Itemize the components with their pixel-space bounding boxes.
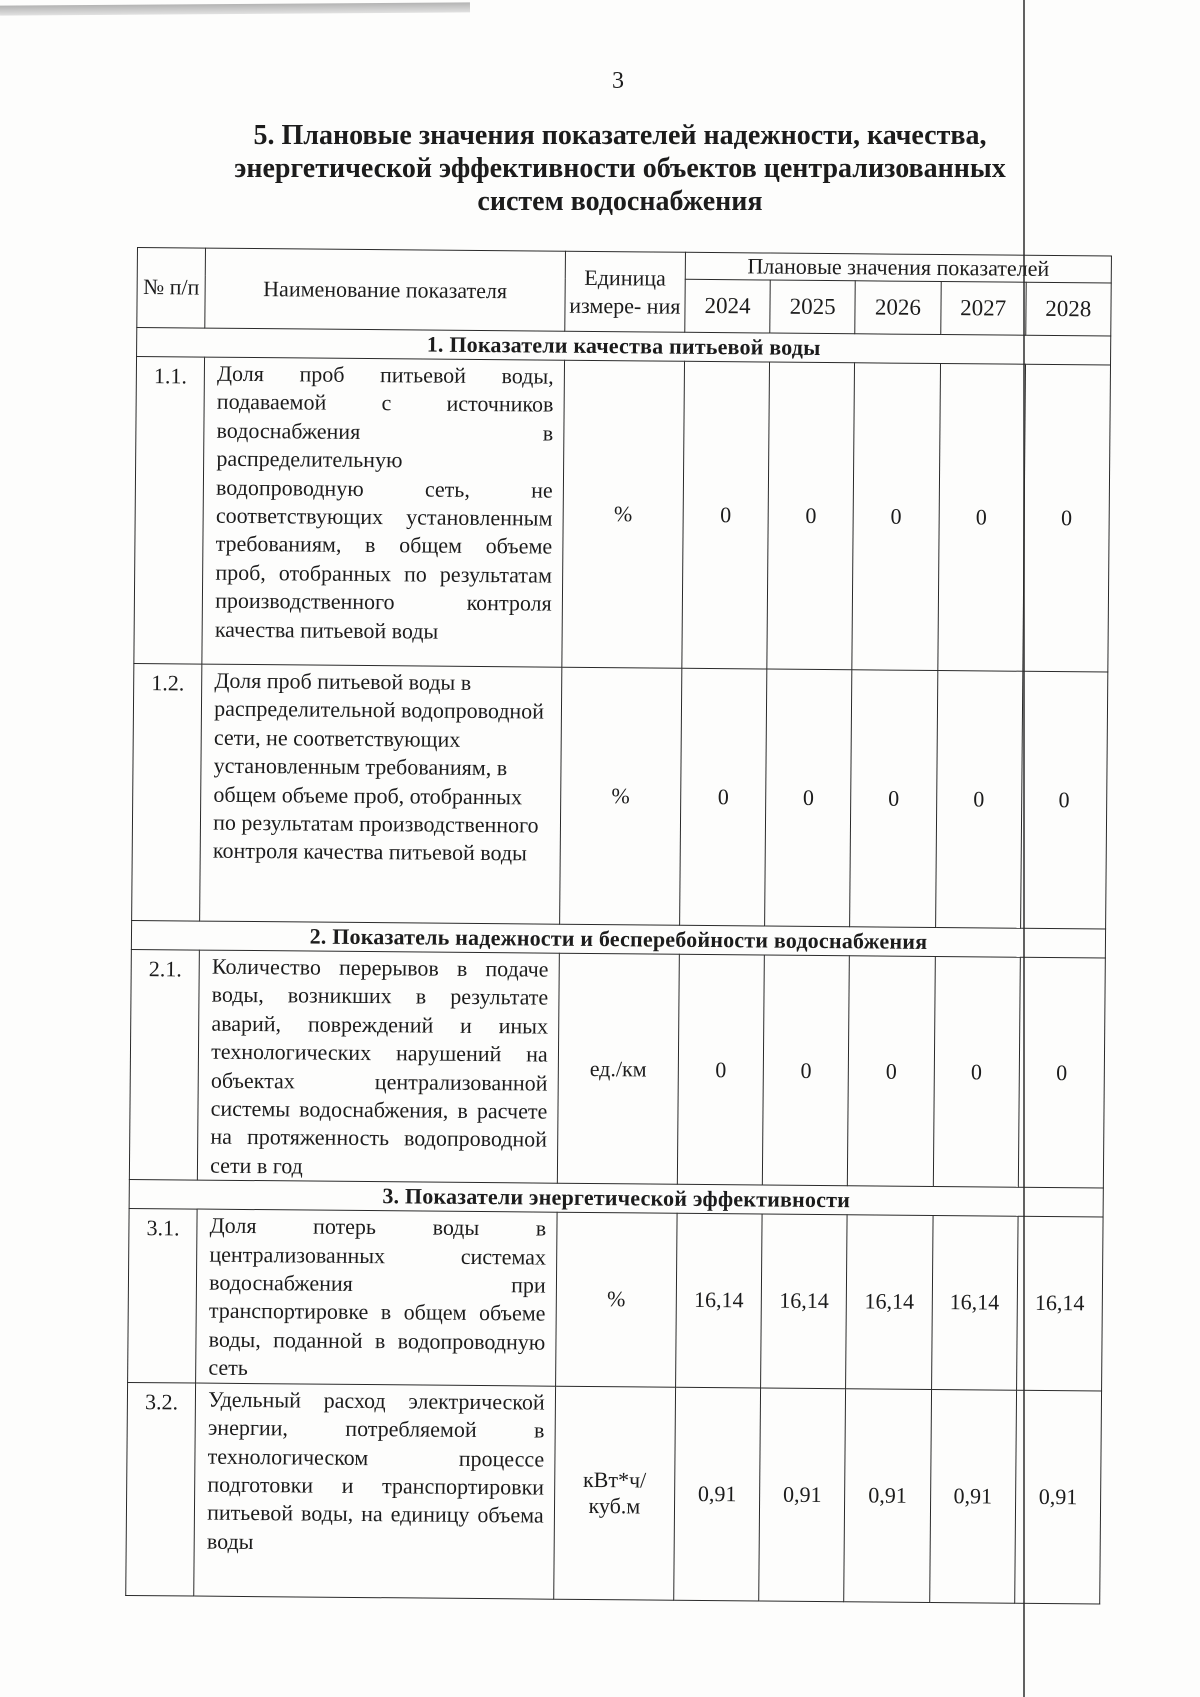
scan-edge-artifact — [0, 2, 470, 15]
indicator-name: Доля проб питьевой воды, подаваемой с источников водоснабжения в распределительную водопроводную сеть, не соответствующих установленным требованиям, в общем объеме проб, отобранных по результатам производственного контроля качества питьевой воды — [202, 357, 564, 667]
value-cell: 16,14 — [1016, 1216, 1103, 1390]
row-number: 1.2. — [132, 663, 202, 921]
header-number: № п/п — [137, 248, 206, 329]
header-year: 2024 — [685, 279, 771, 333]
indicator-unit: ед./км — [557, 953, 679, 1184]
indicators-table — [125, 247, 1112, 1604]
value-cell: 0 — [935, 671, 1022, 929]
value-cell: 0 — [1018, 957, 1105, 1188]
row-number: 1.1. — [134, 357, 205, 665]
value-cell: 0 — [682, 361, 770, 669]
value-cell: 16,14 — [761, 1214, 848, 1388]
value-cell: 0 — [1020, 671, 1107, 929]
table-row — [132, 663, 1108, 928]
indicator-name: Доля проб питьевой воды в распределительной водопроводной сети, не соответствующих установленным требованиям, в общем объеме проб, отобранных по результатам производственного контроля качества питьевой воды — [200, 664, 562, 924]
value-cell: 0,91 — [674, 1387, 761, 1601]
row-number: 2.1. — [129, 949, 199, 1180]
table-row — [134, 357, 1111, 672]
value-cell: 16,14 — [846, 1215, 933, 1389]
indicator-unit: кВт*ч/ куб.м — [554, 1386, 676, 1600]
value-cell: 0,91 — [844, 1388, 931, 1602]
title-line-3: систем водоснабжения — [477, 185, 763, 217]
table-row — [128, 1209, 1103, 1391]
indicator-unit: % — [559, 667, 681, 925]
indicator-name: Количество перерывов в подаче воды, возникших в результате аварий, повреждений и иных технологических нарушений на объектах централизованной системы водоснабжения, в расчете на протяженность водопроводной сети в год — [198, 950, 560, 1183]
indicator-unit: % — [562, 360, 685, 668]
header-name: Наименование показателя — [205, 248, 565, 331]
value-cell: 0 — [933, 956, 1020, 1187]
header-year: 2028 — [1026, 282, 1112, 336]
indicator-name: Удельный расход электрической энергии, потребляемой в технологическом процессе подготовки и транспортировки питьевой воды, на единицу объема воды — [194, 1383, 555, 1599]
value-cell: 0,91 — [1014, 1390, 1101, 1604]
header-year: 2026 — [855, 281, 941, 335]
header-unit: Единица измере- ния — [565, 251, 686, 332]
header-year: 2025 — [770, 280, 856, 334]
value-cell: 0,91 — [929, 1389, 1016, 1603]
value-cell: 0 — [762, 955, 849, 1186]
value-cell: 0 — [852, 363, 940, 671]
header-row-1 — [137, 248, 1111, 283]
section-title: 2. Показатель надежности и бесперебойности водоснабжения — [131, 920, 1105, 957]
value-cell: 0 — [848, 956, 935, 1187]
table-row — [126, 1382, 1102, 1603]
header-planned-values: Плановые значения показателей — [685, 252, 1111, 283]
value-cell: 0,91 — [759, 1388, 846, 1602]
section-title: 1. Показатели качества питьевой воды — [137, 328, 1111, 365]
title-line-2: энергетической эффективности объектов централизованных — [234, 152, 1006, 184]
document-title — [180, 120, 1060, 218]
value-cell: 16,14 — [676, 1213, 763, 1387]
header-year: 2027 — [940, 282, 1026, 336]
value-cell: 0 — [677, 954, 764, 1185]
row-number: 3.2. — [126, 1382, 196, 1596]
value-cell: 0 — [850, 670, 937, 928]
value-cell: 0 — [937, 364, 1025, 672]
title-line-1: 5. Плановые значения показателей надежности, качества, — [253, 120, 987, 151]
row-number: 3.1. — [128, 1209, 198, 1383]
indicator-name: Доля потерь воды в централизованных системах водоснабжения при транспортировке в общем объеме воды, поданной в водопроводную сеть — [196, 1209, 557, 1386]
value-cell: 0 — [1023, 364, 1111, 672]
value-cell: 0 — [767, 362, 855, 670]
table-row — [129, 949, 1105, 1188]
indicator-unit: % — [555, 1212, 677, 1386]
value-cell: 0 — [680, 668, 767, 926]
section-title: 3. Показатели энергетической эффективности — [129, 1180, 1103, 1217]
value-cell: 16,14 — [931, 1216, 1018, 1390]
value-cell: 0 — [765, 669, 852, 927]
page-number: 3 — [612, 68, 624, 94]
